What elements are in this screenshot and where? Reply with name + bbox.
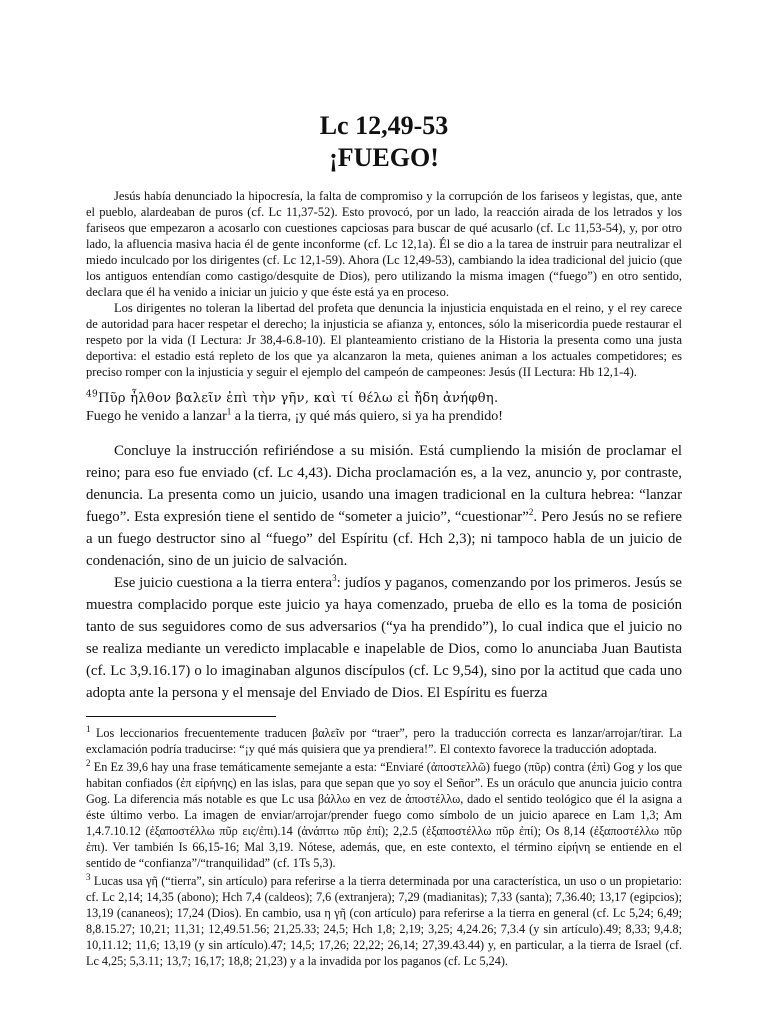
verse-translation-part-1: Fuego he venido a lanzar: [86, 409, 227, 424]
page-title: ¡FUEGO!: [329, 143, 439, 172]
footnote-text: Lucas usa γῆ (“tierra”, sin artículo) para referirse a la tierra determinada por una característica, un uso o un propietario: cf. Lc 2,14; 14,35 (abono); Hch 7,4 (caldeos); 7,6 (extranjera); 7,29 (madianitas); 7,33 (santa); 7,36.40; 13,17 (egipcios); 13,19 (cananeos); 17,24 (Dios). En cambio, usa η γῆ (con artículo) para referirse a la tierra en general (cf. Lc 5,24; 6,49; 8,8.15.27; 10,21; 11,31; 12,49.51.56; 21,25.33; 24,5; Hch 1,8; 2,19; 3,25; 4,24.26; 7,3.4 (y sin artículo).49; 8,33; 9,4.8; 10,11.12; 11,6; 13,19 (y sin artículo).47; 14,5; 17,26; 22,22; 26,14; 27,39.43.44) y, en particular, a la tierra de Israel (cf. Lc 4,25; 5,3.11; 13,7; 16,17; 18,8; 21,23) y a la invadida por los paganos (cf. Lc 5,24).: [86, 874, 682, 968]
footnote-number: 1: [86, 723, 91, 734]
footnote-number: 2: [86, 757, 91, 768]
commentary: [86, 440, 682, 704]
footnote-ref-3: 3: [332, 573, 337, 584]
greek-verse-text: Πῦρ ἦλθον βαλεῖν ἐπὶ τὴν γῆν, καὶ τί θέλω εἰ ἤδη ἀνήφθη.: [98, 391, 499, 406]
commentary-2-part-2: : judíos y paganos, comenzando por los primeros. Jesús se muestra complacido porque este juicio ya haya comenzado, prueba de ello es la toma de posición tanto de sus seguidores como de sus adversarios (“ya ha prendido”), lo cual indica que el juicio no se realiza mediante un veredicto implacable e inapelable de Dios, como lo anunciaba Juan Bautista (cf. Lc 3,9.16.17) o lo imaginaban algunos discípulos (cf. Lc 9,54), sino por la actitud que cada uno adopta ante la persona y el mensaje del Enviado de Dios. El Espíritu es fuerza: [86, 575, 682, 701]
introduction: [86, 188, 682, 380]
intro-paragraph-2: Los dirigentes no toleran la libertad del profeta que denuncia la injusticia enquistada en el reino, y el rey carece de autoridad para hacer respetar el derecho; la injusticia se afianza y, entonces, sólo la misericordia puede restaurar el respeto por la vida (I Lectura: Jr 38,4-6.8-10). El planteamiento cristiano de la Historia la presenta como una justa deportiva: el estadio está repleto de los que ya alcanzaron la meta, quienes animan a los actuales competidores; es preciso romper con la injusticia y seguir el ejemplo del campeón de campeones: Jesús (II Lectura: Hb 12,1-4).: [86, 301, 682, 379]
passage-reference: Lc 12,49-53: [319, 111, 449, 140]
footnote-text: En Ez 39,6 hay una frase temáticamente semejante a esta: “Enviaré (ἀποστελλῶ) fuego (πῦρ) contra (ἐπὶ) Gog y los que habitan confiados (ἐπ εἰρήνης) en las islas, para que sepan que yo soy el Señor”. Es un oráculo que anuncia juicio contra Gog. La diferencia más notable es que Lc usa βάλλω en vez de ἀποστέλλω, dado el sentido teológico que él la asigna a éste último verbo. La imagen de enviar/arrojar/prender fuego como símbolo de un juicio aparece en Lam 1,3; Am 1,4.7.10.12 (ἐξαποστέλλω πῦρ εις/ἐπι).14 (ἀνάπτω πῦρ ἐπί); 2,2.5 (ἐξαποστέλλω πῦρ ἐπί); Os 8,14 (ἐξαποστέλλω πῦρ ἐπι). Ver también Is 66,15-16; Mal 3,19. Nótese, además, que, en este contexto, el término εἰρήνη se entiende en el sentido de “confianza”/“tranquilidad” (cf. 1Ts 5,3).: [86, 760, 682, 870]
footnote-text: Los leccionarios frecuentemente traducen βαλεῖν por “traer”, pero la traducción correcta es lanzar/arrojar/tirar. La exclamación podría traducirse: “¡y qué más quisiera que ya prendiera!”. El contexto favorece la traducción adoptada.: [86, 726, 683, 756]
verse-number: 49: [86, 389, 99, 400]
greek-verse: [86, 390, 682, 408]
footnote-3: [86, 873, 682, 969]
footnote-ref-1: 1: [226, 406, 232, 417]
commentary-paragraph-1: [86, 440, 682, 572]
footnotes: [86, 725, 682, 969]
footnote-ref-2: 2: [528, 507, 534, 518]
intro-paragraph-1: Jesús había denunciado la hipocresía, la falta de compromiso y la corrupción de los fariseos y legistas, que, ante el pueblo, alardeaban de puros (cf. Lc 11,37-52). Esto provocó, por un lado, la reacción airada de los letrados y los fariseos que empezaron a acosarlo con cuestiones capciosas para buscar de qué acusarlo (cf. Lc 11,53-54), y, por otro lado, la afluencia masiva hacia él de gente inconforme (cf. Lc 12,1a). Él se dio a la tarea de instruir para neutralizar el miedo inculcado por los dirigentes (cf. Lc 12,1-59). Ahora (Lc 12,49-53), cambiando la idea tradicional del juicio (que los antiguos entendían como castigo/desquite de Dios), pero utilizando la misma imagen (“fuego”) en otro sentido, declara que él ha venido a iniciar un juicio y que éste está ya en proceso.: [86, 189, 682, 299]
commentary-1-part-1: Concluye la instrucción refiriéndose a su misión. Está cumpliendo la misión de proclamar el reino; para eso fue enviado (cf. Lc 4,43). Dicha proclamación es, a la vez, anuncio y, por contraste, denuncia. La presenta como un juicio, usando una imagen tradicional en la cultura hebrea: “lanzar fuego”. Esta expresión tiene el sentido de “someter a juicio”, “cuestionar”: [86, 443, 682, 525]
verse-translation: [86, 408, 682, 426]
commentary-1-part-2: . Pero Jesús no se refiere a un fuego destructor sino al “fuego” del Espíritu (cf. Hch 2,3); ni tampoco habla de un juicio de condenación, sino de un juicio de salvación.: [86, 509, 683, 569]
footnote-2: [86, 759, 682, 871]
footnote-1: [86, 725, 682, 757]
commentary-paragraph-2: [86, 572, 682, 704]
commentary-2-part-1: Ese juicio cuestiona a la tierra entera: [114, 575, 333, 591]
footnote-number: 3: [86, 871, 91, 882]
footnote-divider: [86, 716, 276, 717]
verse-translation-part-2: a la tierra, ¡y qué más quiero, si ya ha prendido!: [231, 409, 503, 424]
